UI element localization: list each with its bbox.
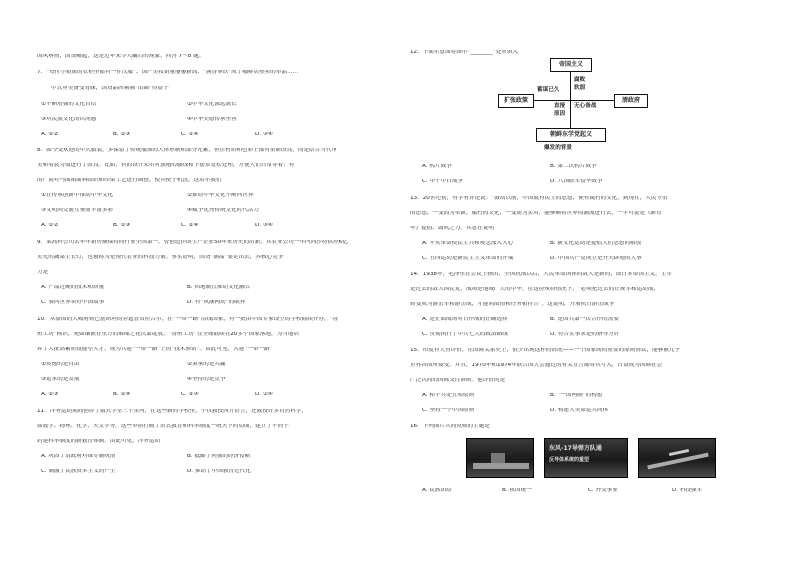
q8-item-2: ②推动中华文化不断向世界 — [187, 193, 254, 198]
q16-photo-1 — [466, 438, 534, 478]
q16-option-c[interactable]: C. 外交事业 — [588, 488, 618, 493]
q12-option-d[interactable]: D. 八国联军侵华战争 — [550, 179, 603, 184]
diagram-label-cause: 原因 — [554, 111, 566, 117]
q13-stem-1: 13．20世纪初，有学者评论说：“鼓动以前，中国就有民主的思想，便有腐朽的文化，到现在，人民守旧 — [410, 196, 668, 201]
q9-stem-1: 9．某高科公司去年年销售额保持同行业全国第一，曾创造伊朗生产企业50年来历史的出新，其农业公司一年内向沙特供应6亿 — [37, 240, 348, 245]
q8-item-4: ④赋予优秀传统文化时代活力 — [187, 208, 260, 213]
q14-option-c[interactable]: C. 贯彻执行了中共七大的政治路线 — [422, 332, 508, 337]
q9-stem-3: 力是 — [37, 270, 49, 275]
q11-option-b[interactable]: B. 抵御了列强的经济侵略 — [187, 454, 251, 459]
q7-option-b[interactable]: B. ①③ — [113, 132, 131, 137]
photo-2-caption-1: 东风-17导弹方队通 — [549, 445, 602, 452]
q13-option-b[interactable]: B. 新文化运动是提倡人们思想的解放 — [550, 241, 642, 246]
diagram-label-weak: 软弱 — [574, 85, 586, 91]
q11-option-d[interactable]: D. 推动了中国教育近代化 — [187, 469, 251, 474]
q9-stem-2: 美元的蔬菜生长灯，也被称为是现代农业的科技力量。事实证明，国货“潮品”要走出去，其核心竞争 — [37, 255, 284, 260]
q11-option-c[interactable]: C. 制激了民族资本主义的产生 — [41, 469, 116, 474]
q15-option-d[interactable]: D. 构建人类命运共同体 — [550, 408, 609, 413]
q10-option-b[interactable]: B. ①④ — [113, 392, 131, 397]
q10-stem-2: 班工坊”标识，宛如镶嵌在东方的璀璨之花次第绽放。“鲁班工坊”在全球陆续在20多个国家落地，为当地培 — [37, 332, 299, 337]
q10-option-a[interactable]: A. ①③ — [41, 392, 59, 397]
q13-stem-3: 年》提倡、鼓吹之力。”其意在说明 — [410, 226, 495, 231]
q8-stem-3: 的厂商对马面裙面料组织和印染工艺进行调整，使其便于机洗。这启示我们 — [37, 178, 222, 183]
q16-photo-3 — [638, 438, 716, 478]
q15-stem-1: 15．印度有人曾评价，在国际关系史上，很少出现这样的情况——一个国家间的重要的原则协议，能够被几乎 — [410, 348, 681, 353]
q14-stem-1: 14．1938年，毛泽东在会议上指出，全国抗战以后，人民革命国体的敌人是新的，即日本帝国主义，主军 — [410, 272, 672, 277]
q9-option-b[interactable]: B. 因地制宜推动文化融合 — [187, 285, 251, 290]
q14-stem-2: 是过去的敌人国民党，战场是地域广大的中华。在这特殊特情况下，“必须把过去的正规军和运动战， — [410, 287, 660, 292]
q10-item-3: ③追求的是发展 — [41, 377, 80, 382]
diagram-box-top: 帝国主义 — [550, 58, 592, 72]
intro-line: 国风赛热、国货崛起，这是近年来令人瞩目的现象。回答 7～8 题。 — [37, 54, 205, 59]
q14-option-a[interactable]: A. 是正面战场对日作战的正确选择 — [422, 317, 508, 322]
q15-stem-2: 世界各国所接受，并且，1970年和1974年联合国大会通过的有关宣言都将其写入，日益成为国际社会 — [410, 363, 663, 368]
q15-stem-3: 广泛认同的国际交往准则。他评价的是 — [410, 378, 506, 383]
q9-option-c[interactable]: C. 要向世界讲好中国故事 — [41, 300, 105, 305]
q14-option-b[interactable]: B. 是国共第一次合作的需要 — [550, 317, 619, 322]
q7-item-2: ②中华文化源远流长 — [187, 102, 237, 107]
q15-option-a[interactable]: A. 和平共处五项原则 — [422, 393, 475, 398]
q11-stem-2: 如数学、物理、化学、天文学等。这些举措打破了旧式教育和科举制度一统天下的局面，建立了不同于 — [37, 424, 289, 429]
q12-diagram — [498, 58, 718, 158]
q12-option-c[interactable]: C. 甲午中日战争 — [422, 179, 464, 184]
q15-option-b[interactable]: B. “一国两制”的构想 — [550, 393, 603, 398]
q13-option-c[interactable]: C. 五四运动是新民主主义革命的开端 — [422, 256, 514, 261]
q16-photo-2 — [544, 438, 628, 478]
q8-item-1: ①在传承创新中推动中华文化 — [41, 193, 114, 198]
diagram-box-right: 清政府 — [614, 94, 648, 108]
q7-option-a[interactable]: A. ①② — [41, 132, 59, 137]
diagram-caption: 爆发的背景 — [544, 145, 572, 151]
q16-option-d[interactable]: D. 科技强军 — [672, 488, 703, 493]
aircraft-shape — [647, 453, 708, 470]
q13-stem-2: 的思想，一变而为革新，腐朽的文化，一变而为实用，能够顺着世界的潮流进行去，一半可说是《新青 — [410, 211, 662, 216]
q16-stem: 16．下列图片共同反映的主题是 — [410, 424, 490, 429]
q9-option-d[interactable]: D. 有“风潮两动”的眼界 — [187, 300, 246, 305]
q7-item-3: ③对民族文化的认同感 — [41, 117, 97, 122]
diagram-label-direct: 直接 — [554, 103, 566, 109]
q8-option-b[interactable]: B. ①③ — [113, 223, 131, 228]
q16-option-b[interactable]: B. 祖国统一 — [502, 488, 532, 493]
q10-item-1: ①传递的是自由 — [41, 362, 80, 367]
ship-tower-shape — [491, 453, 505, 463]
q8-stem-2: 美和着装习惯进行了改良。比如，有的设计采用对旗袍的腰线和下摆常宽松处理，方便人们日常穿着；有 — [37, 163, 295, 168]
q12-stem: 12．下面示意图将图中“________”处应填入 — [410, 50, 519, 55]
q13-option-a[interactable]: A. 辛亥革命使民主共和观念深入人心 — [422, 241, 514, 246]
q10-item-4: ④坚持的是竞争 — [187, 377, 226, 382]
q7-item-4: ④中华美德传承至善 — [187, 117, 237, 122]
q11-stem-3: 封建科举制度的新教育体制。由此可见，洋务运动 — [37, 439, 161, 444]
q15-option-c[interactable]: C. 坚持一个中国原则 — [422, 408, 475, 413]
ship-shape — [473, 463, 529, 469]
q13-option-d[interactable]: D. 中国共产党成立是开天辟地的大事 — [550, 256, 642, 261]
q11-stem-1: 11．洋务运动期间创办了数式学堂三十余所，在这些新的学校里，不仅教授西方语言，还教授许多自然科学， — [37, 409, 308, 414]
q10-stem-3: 养了大批高素质技能型人才，成为共建“一带一路”上的“技术驿站”。由此可见，共建“一带一路” — [37, 347, 273, 352]
q16-option-a[interactable]: A. 民族团结 — [422, 488, 452, 493]
q7-stem-2: 中式审美备受青睐，国货品牌频频“出圈”得益于 — [51, 86, 169, 91]
q7-option-c[interactable]: C. ②④ — [181, 132, 199, 137]
q8-stem-1: 8．如今受欢迎的中式服装，多保留了传统服饰的大体形制和部分元素，但在材质和色彩上都有重新改良，而是结合当代审 — [37, 148, 338, 153]
q8-option-c[interactable]: C. ②④ — [181, 223, 199, 228]
diagram-box-left: 扩张政策 — [498, 94, 534, 108]
q7-option-d[interactable]: D. ③④ — [255, 132, 273, 137]
q7-stem-1: 7．“每位小姐姐的衣柜里都有一件汉服”、国产美妆销量屡屡新高、“酱香拿铁”成了咖啡店热卖的单品…… — [37, 70, 299, 75]
diagram-box-bottom: 朝鲜东学党起义 — [536, 128, 606, 142]
diagram-horizontal-connector — [530, 100, 618, 101]
q14-stem-3: 转变成为游击军和游击战，才能同敌情和任务相符合”。这说明，开展抗日游击战争 — [410, 302, 615, 307]
q12-option-a[interactable]: A. 鸦片战争 — [422, 164, 452, 169]
q10-option-d[interactable]: D. ②④ — [255, 392, 273, 397]
aircraft-wing-shape — [669, 449, 689, 456]
q8-option-d[interactable]: D. ③④ — [255, 223, 273, 228]
q8-item-3: ③文明因交流互鉴而丰富多彩 — [41, 208, 114, 213]
q8-option-a[interactable]: A. ①② — [41, 223, 59, 228]
diagram-label-unprepared: 无心备战 — [574, 103, 597, 109]
q14-option-d[interactable]: D. 符合实事求是的指导方针 — [550, 332, 620, 337]
q12-option-b[interactable]: B. 第二次鸦片战争 — [550, 164, 597, 169]
q10-option-c[interactable]: C. ②③ — [181, 392, 199, 397]
photo-2-caption-2: 反导体系统的重型 — [549, 457, 590, 463]
q9-option-a[interactable]: A. 产品过硬的技术和质量 — [41, 285, 105, 290]
q10-item-2: ②秉承的是共赢 — [187, 362, 226, 367]
q10-stem-1: 10．从泰国的大城府到巴基斯坦的旁遮普省拉合尔，在“一带一路”沿线国家，有一批由中国专家设立的学校陆续开办，“鲁 — [37, 317, 339, 322]
q11-option-a[interactable]: A. 巩固了清政府对维专制统治 — [41, 454, 116, 459]
diagram-label-scheme: 蓄谋已久 — [537, 87, 560, 93]
q7-item-1: ①不断增强的文化自信 — [41, 102, 97, 107]
diagram-label-corrupt: 腐败 — [574, 77, 586, 83]
